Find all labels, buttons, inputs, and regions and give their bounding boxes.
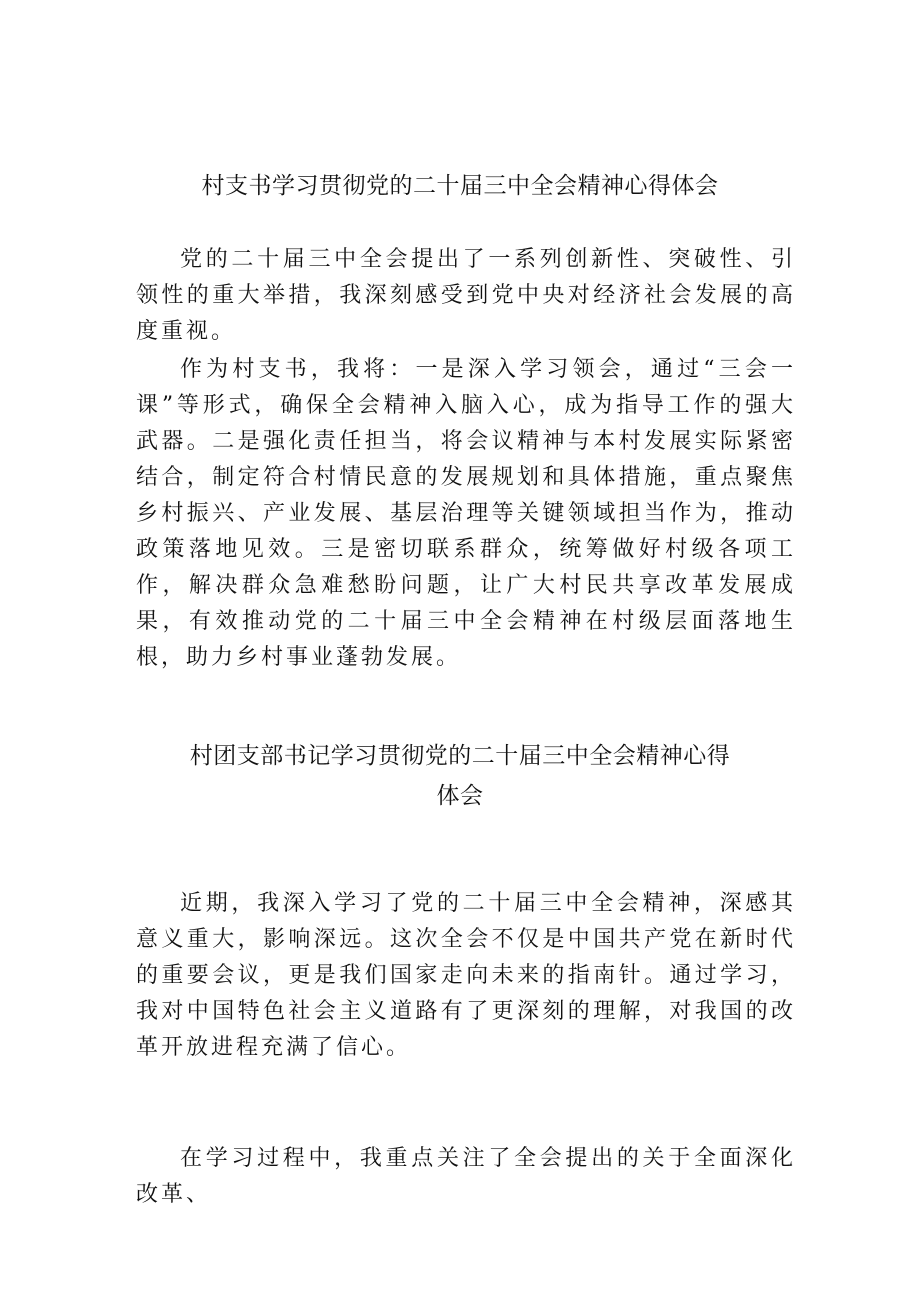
section-1-paragraph-1: 党的二十届三中全会提出了一系列创新性、突破性、引领性的重大举措，我深刻感受到党中央对经济社会发展的高度重视。 xyxy=(136,247,796,344)
section-2-title xyxy=(100,736,820,816)
section-2-paragraph-1: 近期，我深入学习了党的二十届三中全会精神，深感其意义重大，影响深远。这次全会不仅是中国共产党在新时代的重要会议，更是我们国家走向未来的指南针。通过学习，我对中国特色社会主义道路有了更深刻的理解，对我国的改革开放进程充满了信心。 xyxy=(136,891,796,1060)
section-1-title: 村支书学习贯彻党的二十届三中全会精神心得体会 xyxy=(201,173,719,199)
section-1-paragraph-2: 作为村支书，我将：一是深入学习领会，通过“三会一课”等形式，确保全会精神入脑入心，成为指导工作的强大武器。二是强化责任担当，将会议精神与本村发展实际紧密结合，制定符合村情民意的发展规划和具体措施，重点聚焦乡村振兴、产业发展、基层治理等关键领域担当作为，推动政策落地见效。三是密切联系群众，统筹做好村级各项工作，解决群众急难愁盼问题，让广大村民共享改革发展成果，有效推动党的二十届三中全会精神在村级层面落地生根，助力乡村事业蓬勃发展。 xyxy=(136,357,796,670)
section-2-paragraph-2: 在学习过程中，我重点关注了全会提出的关于全面深化改革、 xyxy=(136,1146,796,1207)
section-2-title-line-1: 村团支部书记学习贯彻党的二十届三中全会精神心得 xyxy=(189,743,731,769)
section-2-title-line-2: 体会 xyxy=(436,783,484,809)
